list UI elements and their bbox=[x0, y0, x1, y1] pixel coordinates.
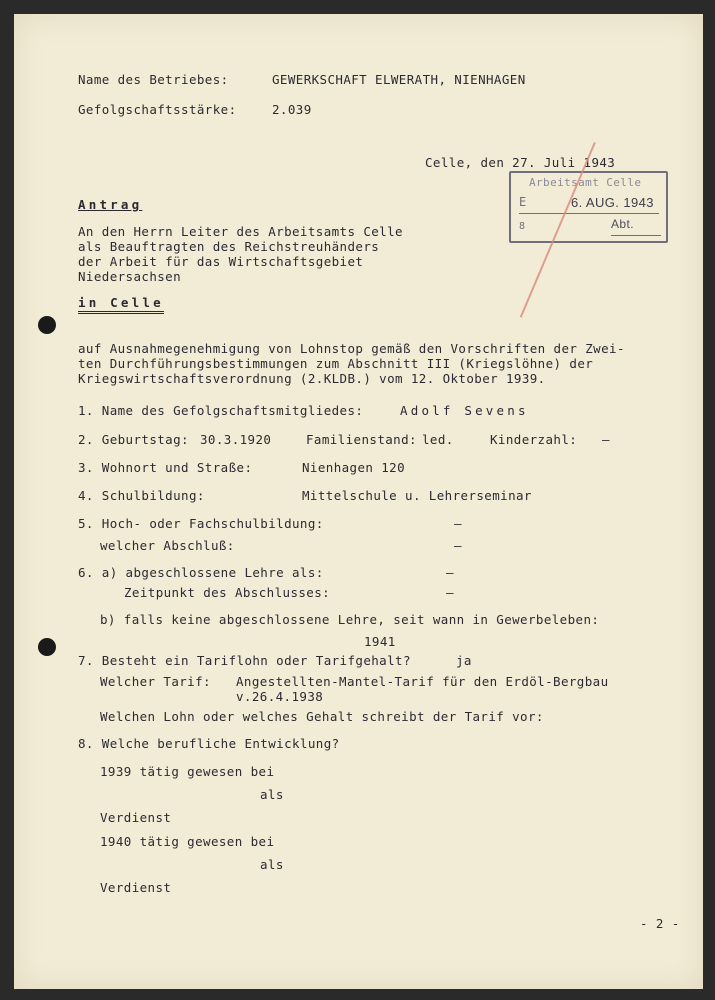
item-6a2-label: Zeitpunkt des Abschlusses: bbox=[124, 585, 331, 600]
stamp-office: Arbeitsamt Celle bbox=[529, 176, 642, 189]
intro-line-3: Kriegswirtschaftsverordnung (2.KLDB.) vom 12. Oktober 1939. bbox=[78, 371, 546, 386]
item-8-verdienst-1: Verdienst bbox=[100, 810, 172, 825]
document-title: Antrag bbox=[78, 197, 143, 212]
item-6a-label: 6. a) abgeschlossene Lehre als: bbox=[78, 565, 324, 580]
item-4-value: Mittelschule u. Lehrerseminar bbox=[302, 488, 532, 503]
addressee-line-1: An den Herrn Leiter des Arbeitsamts Celle bbox=[78, 224, 403, 239]
item-1-label: 1. Name des Gefolgschaftsmitgliedes: bbox=[78, 403, 364, 418]
document-page bbox=[14, 14, 703, 989]
item-7c-label: Welchen Lohn oder welches Gehalt schreibt der Tarif vor: bbox=[100, 709, 544, 724]
item-3-label: 3. Wohnort und Straße: bbox=[78, 460, 253, 475]
item-8-label: 8. Welche berufliche Entwicklung? bbox=[78, 736, 340, 751]
place-date: Celle, den 27. Juli 1943 bbox=[425, 155, 616, 170]
staff-value: 2.039 bbox=[272, 102, 312, 117]
item-5-value: — bbox=[454, 516, 462, 531]
addressee-line-3: der Arbeit für das Wirtschaftsgebiet bbox=[78, 254, 364, 269]
page-number: - 2 - bbox=[640, 916, 680, 931]
stamp-prefix-2: 8 bbox=[519, 221, 526, 232]
item-8-verdienst-2: Verdienst bbox=[100, 880, 172, 895]
item-2-family-label: Familienstand: bbox=[306, 432, 417, 447]
item-1-value: Adolf Sevens bbox=[400, 403, 529, 418]
item-8-als-1: als bbox=[260, 787, 284, 802]
item-8-als-2: als bbox=[260, 857, 284, 872]
item-7-value: ja bbox=[456, 653, 472, 668]
item-8-1940: 1940 tätig gewesen bei bbox=[100, 834, 275, 849]
item-5b-value: — bbox=[454, 538, 462, 553]
item-7b-value-2: v.26.4.1938 bbox=[236, 689, 324, 704]
staff-label: Gefolgschaftsstärke: bbox=[78, 102, 237, 117]
company-label: Name des Betriebes: bbox=[78, 72, 229, 87]
addressee-city: in Celle bbox=[78, 295, 164, 314]
stamp-date: 6. AUG. 1943 bbox=[571, 195, 654, 210]
stamp-rule bbox=[519, 213, 659, 214]
item-6a-value: — bbox=[446, 565, 454, 580]
addressee-line-2: als Beauftragten des Reichstreuhänders bbox=[78, 239, 380, 254]
stamp-prefix-1: E bbox=[519, 195, 527, 209]
item-2-children-label: Kinderzahl: bbox=[490, 432, 578, 447]
item-2-children-value: — bbox=[602, 432, 610, 447]
item-3-value: Nienhagen 120 bbox=[302, 460, 406, 475]
received-stamp bbox=[509, 171, 668, 243]
company-value: GEWERKSCHAFT ELWERATH, NIENHAGEN bbox=[272, 72, 526, 87]
item-8-1939: 1939 tätig gewesen bei bbox=[100, 764, 275, 779]
addressee-line-4: Niedersachsen bbox=[78, 269, 182, 284]
item-5-label: 5. Hoch- oder Fachschulbildung: bbox=[78, 516, 324, 531]
stamp-dept: Abt. bbox=[611, 217, 634, 231]
item-4-label: 4. Schulbildung: bbox=[78, 488, 205, 503]
item-2-label: 2. Geburtstag: bbox=[78, 432, 189, 447]
item-7b-value-1: Angestellten-Mantel-Tarif für den Erdöl-Bergbau bbox=[236, 674, 609, 689]
intro-line-1: auf Ausnahmegenehmigung von Lohnstop gemäß den Vorschriften der Zwei- bbox=[78, 341, 625, 356]
item-6b-value: 1941 bbox=[364, 634, 396, 649]
punch-hole-top bbox=[38, 316, 56, 334]
item-2-family-value: led. bbox=[422, 432, 454, 447]
item-7b-label: Welcher Tarif: bbox=[100, 674, 211, 689]
stamp-rule-2 bbox=[611, 235, 661, 236]
item-7-label: 7. Besteht ein Tariflohn oder Tarifgehalt? bbox=[78, 653, 411, 668]
item-5b-label: welcher Abschluß: bbox=[100, 538, 235, 553]
intro-line-2: ten Durchführungsbestimmungen zum Abschnitt III (Kriegslöhne) der bbox=[78, 356, 594, 371]
item-6a2-value: — bbox=[446, 585, 454, 600]
punch-hole-bottom bbox=[38, 638, 56, 656]
item-2-value: 30.3.1920 bbox=[200, 432, 272, 447]
item-6b-label: b) falls keine abgeschlossene Lehre, seit wann in Gewerbeleben: bbox=[100, 612, 600, 627]
